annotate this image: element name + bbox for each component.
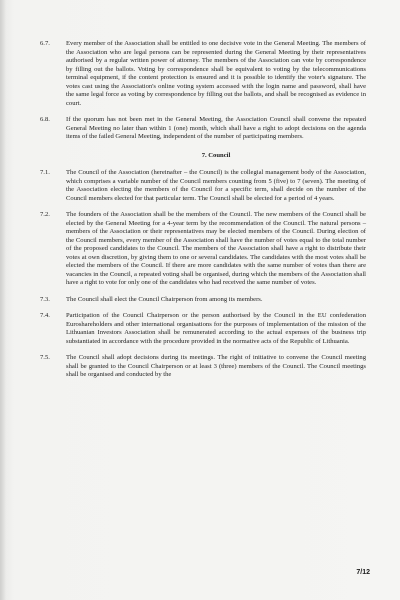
clause-number: 6.8. [40,116,50,123]
clause-number: 7.4. [40,312,50,319]
clause-6-8 [40,116,366,142]
document-body [40,40,366,388]
clause-7-3 [40,296,366,305]
clause-7-1 [40,169,366,203]
clause-text: If the quorum has not been met in the General Meeting, the Association Council shall convene the repeated General Meeting no later than within 1 (one) month, which shall have a right to adopt decisions on the agenda items of the failed General Meeting, independent of the number of participating members. [66,116,366,140]
page-number: 7/12 [356,569,370,576]
clause-text: The Council shall elect the Council Chairperson from among its members. [66,295,263,303]
clause-number: 7.3. [40,295,50,303]
clause-text: Every member of the Association shall be entitled to one decisive vote in the General Meeting. The members of the Association who are legal persons can be represented during the General Meeting by their representatives authorised by a regular written power of attorney. The members of the Association can vote by correspondence by filling out the ballots. Voting by correspondence shall be equivalent to voting by the telecommunications terminal equipment, if the content protection is ensured and it is possible to identify the voter's signature. The votes cast using the Association's online voting system accessed with the login name and password, shall have the same legal force as voting by correspondence by filling out the ballots, and shall be recognised as evidence in court. [66,40,366,107]
clause-7-2 [40,211,366,288]
binding-shadow [0,0,6,600]
clause-text: The Council of the Association (hereinafter – the Council) is the collegial management body of the Association, which comprises a variable number of the Council members counting from 5 (five) to 7 (seven). The meeting of the Association electing the members of the Council for a specific term, shall decide on the number of the Council members elected for that particular term. The Council shall be elected for a period of 4 years. [66,169,366,202]
clause-7-4 [40,312,366,346]
clause-text: Participation of the Council Chairperson or the person authorised by the Council in the EU confederation Euroshareholders and other international organisations for the purposes of implementation of the mission of the Lithuanian Investors Association shall be remunerated according to the actual expenses of the business trip substantiated in accordance with the procedure provided in the normative acts of the Republic of Lithuania. [66,312,366,345]
clause-number: 7.5. [40,354,50,361]
clause-number: 6.7. [40,40,50,47]
clause-text: The founders of the Association shall be the members of the Council. The new members of the Council shall be elected by the General Meeting for a 4-year term by the recommendation of the Council. The natural persons – members of the Association or their representatives may be elected members of the Council. During election of the Council members, every member of the Association shall have the number of votes equal to the total number of the proposed candidates to the Council. The members of the Association shall have a right to distribute their votes at own discretion, by giving them to one or several candidates. The candidates with the most votes shall be elected the members of the Council. If there are more candidates with the same number of votes than there are vacancies in the Council, a repeated voting shall be organised, during which the members of the Association shall have a right to vote for only one of the candidates who had received the same number of votes. [66,211,366,286]
clause-number: 7.1. [40,169,50,176]
clause-7-5 [40,354,366,380]
clause-6-7 [40,40,366,108]
clause-number: 7.2. [40,211,50,218]
section-heading: 7. Council [201,151,231,159]
clause-text: The Council shall adopt decisions during its meetings. The right of initiative to convene the Council meeting shall be granted to the Council Chairperson or at least 3 (three) members of the Council. The Council meetings shall be organised and conducted by the [66,354,366,378]
